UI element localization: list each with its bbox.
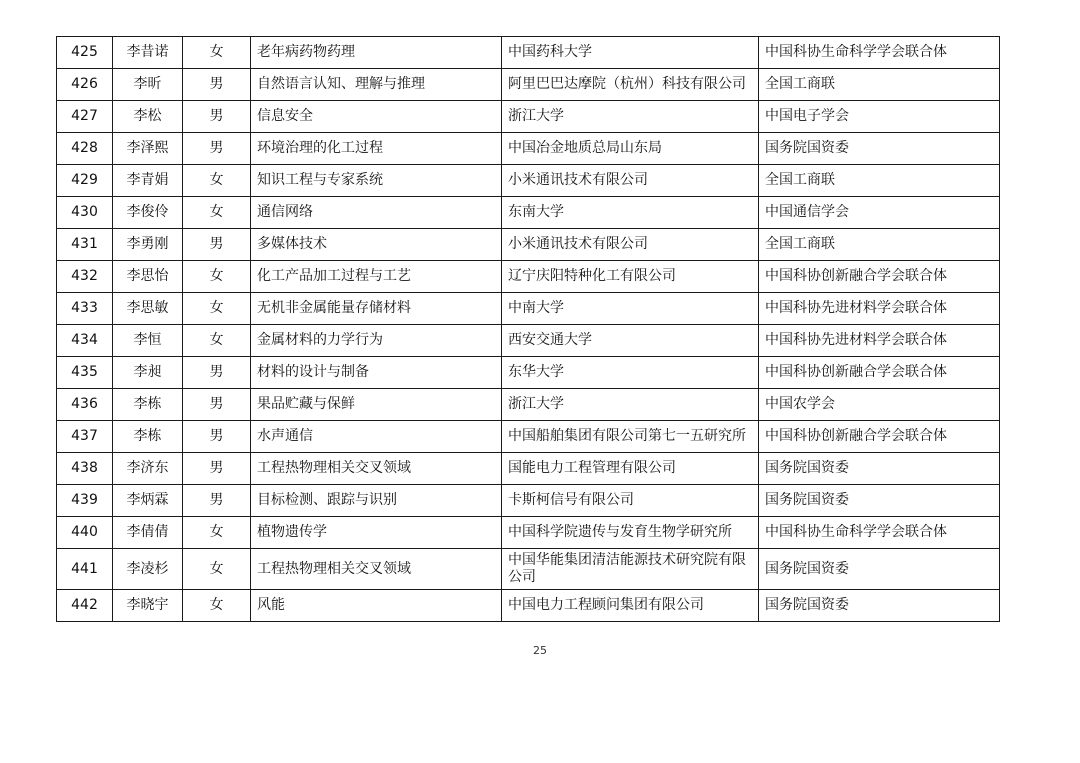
recommending-society-cell: 国务院国资委 (759, 453, 1000, 485)
gender-cell: 女 (183, 293, 251, 325)
organization-cell: 小米通讯技术有限公司 (502, 165, 759, 197)
name-cell: 李昕 (113, 69, 183, 101)
recommending-society-cell: 国务院国资委 (759, 485, 1000, 517)
recommending-society-cell: 全国工商联 (759, 229, 1000, 261)
row-number-cell: 427 (57, 101, 113, 133)
table-row (57, 165, 1000, 197)
gender-cell: 女 (183, 197, 251, 229)
name-cell: 李勇刚 (113, 229, 183, 261)
table-row (57, 485, 1000, 517)
recommending-society-cell: 国务院国资委 (759, 590, 1000, 622)
organization-cell: 东华大学 (502, 357, 759, 389)
research-field-cell: 风能 (251, 590, 502, 622)
table-row (57, 261, 1000, 293)
recommending-society-cell: 国务院国资委 (759, 133, 1000, 165)
name-cell: 李倩倩 (113, 517, 183, 549)
row-number-cell: 433 (57, 293, 113, 325)
gender-cell: 男 (183, 357, 251, 389)
name-cell: 李恒 (113, 325, 183, 357)
research-field-cell: 老年病药物药理 (251, 37, 502, 69)
name-cell: 李昶 (113, 357, 183, 389)
recommending-society-cell: 中国通信学会 (759, 197, 1000, 229)
name-cell: 李俊伶 (113, 197, 183, 229)
table-row (57, 325, 1000, 357)
research-field-cell: 金属材料的力学行为 (251, 325, 502, 357)
row-number-cell: 432 (57, 261, 113, 293)
gender-cell: 男 (183, 101, 251, 133)
gender-cell: 女 (183, 37, 251, 69)
recommending-society-cell: 全国工商联 (759, 69, 1000, 101)
recommending-society-cell: 中国科协创新融合学会联合体 (759, 357, 1000, 389)
table-row (57, 229, 1000, 261)
name-cell: 李青娟 (113, 165, 183, 197)
organization-cell: 中南大学 (502, 293, 759, 325)
row-number-cell: 426 (57, 69, 113, 101)
table-row (57, 101, 1000, 133)
row-number-cell: 436 (57, 389, 113, 421)
row-number-cell: 428 (57, 133, 113, 165)
organization-cell: 浙江大学 (502, 101, 759, 133)
organization-cell: 中国科学院遗传与发育生物学研究所 (502, 517, 759, 549)
name-cell: 李济东 (113, 453, 183, 485)
row-number-cell: 431 (57, 229, 113, 261)
table-row (57, 389, 1000, 421)
recommending-society-cell: 中国农学会 (759, 389, 1000, 421)
organization-cell: 国能电力工程管理有限公司 (502, 453, 759, 485)
recommending-society-cell: 中国科协生命科学学会联合体 (759, 37, 1000, 69)
research-field-cell: 知识工程与专家系统 (251, 165, 502, 197)
row-number-cell: 438 (57, 453, 113, 485)
row-number-cell: 435 (57, 357, 113, 389)
gender-cell: 女 (183, 165, 251, 197)
table-row (57, 37, 1000, 69)
table-row (57, 453, 1000, 485)
row-number-cell: 430 (57, 197, 113, 229)
name-cell: 李泽熙 (113, 133, 183, 165)
organization-cell: 阿里巴巴达摩院（杭州）科技有限公司 (502, 69, 759, 101)
research-field-cell: 化工产品加工过程与工艺 (251, 261, 502, 293)
name-cell: 李凌杉 (113, 549, 183, 590)
gender-cell: 男 (183, 389, 251, 421)
row-number-cell: 441 (57, 549, 113, 590)
row-number-cell: 442 (57, 590, 113, 622)
row-number-cell: 440 (57, 517, 113, 549)
recommending-society-cell: 中国科协创新融合学会联合体 (759, 421, 1000, 453)
gender-cell: 女 (183, 549, 251, 590)
name-cell: 李思怡 (113, 261, 183, 293)
gender-cell: 男 (183, 421, 251, 453)
name-cell: 李松 (113, 101, 183, 133)
gender-cell: 男 (183, 133, 251, 165)
table-row (57, 549, 1000, 590)
gender-cell: 女 (183, 590, 251, 622)
recommending-society-cell: 中国电子学会 (759, 101, 1000, 133)
name-cell: 李昔诺 (113, 37, 183, 69)
gender-cell: 女 (183, 261, 251, 293)
table-row (57, 357, 1000, 389)
row-number-cell: 425 (57, 37, 113, 69)
gender-cell: 女 (183, 325, 251, 357)
page-number: 25 (533, 644, 547, 657)
recommending-society-cell: 中国科协先进材料学会联合体 (759, 293, 1000, 325)
recommending-society-cell: 中国科协生命科学学会联合体 (759, 517, 1000, 549)
row-number-cell: 434 (57, 325, 113, 357)
organization-cell: 中国华能集团清洁能源技术研究院有限公司 (502, 549, 759, 590)
research-field-cell: 材料的设计与制备 (251, 357, 502, 389)
recommending-society-cell: 国务院国资委 (759, 549, 1000, 590)
gender-cell: 男 (183, 229, 251, 261)
research-field-cell: 多媒体技术 (251, 229, 502, 261)
gender-cell: 男 (183, 485, 251, 517)
research-field-cell: 工程热物理相关交叉领域 (251, 549, 502, 590)
organization-cell: 辽宁庆阳特种化工有限公司 (502, 261, 759, 293)
name-cell: 李晓宇 (113, 590, 183, 622)
table-row (57, 69, 1000, 101)
gender-cell: 男 (183, 69, 251, 101)
name-cell: 李栋 (113, 389, 183, 421)
table-row (57, 590, 1000, 622)
organization-cell: 小米通讯技术有限公司 (502, 229, 759, 261)
organization-cell: 东南大学 (502, 197, 759, 229)
organization-cell: 浙江大学 (502, 389, 759, 421)
research-field-cell: 信息安全 (251, 101, 502, 133)
recommending-society-cell: 中国科协创新融合学会联合体 (759, 261, 1000, 293)
row-number-cell: 429 (57, 165, 113, 197)
name-cell: 李思敏 (113, 293, 183, 325)
table-row (57, 293, 1000, 325)
research-field-cell: 果品贮藏与保鲜 (251, 389, 502, 421)
row-number-cell: 437 (57, 421, 113, 453)
research-field-cell: 无机非金属能量存储材料 (251, 293, 502, 325)
table-row (57, 421, 1000, 453)
research-field-cell: 自然语言认知、理解与推理 (251, 69, 502, 101)
organization-cell: 西安交通大学 (502, 325, 759, 357)
organization-cell: 中国冶金地质总局山东局 (502, 133, 759, 165)
recommending-society-cell: 中国科协先进材料学会联合体 (759, 325, 1000, 357)
research-field-cell: 环境治理的化工过程 (251, 133, 502, 165)
research-field-cell: 目标检测、跟踪与识别 (251, 485, 502, 517)
name-cell: 李栋 (113, 421, 183, 453)
gender-cell: 男 (183, 453, 251, 485)
research-field-cell: 水声通信 (251, 421, 502, 453)
table-row (57, 133, 1000, 165)
research-field-cell: 植物遗传学 (251, 517, 502, 549)
roster-table-body (57, 37, 1000, 622)
research-field-cell: 工程热物理相关交叉领域 (251, 453, 502, 485)
research-field-cell: 通信网络 (251, 197, 502, 229)
recommending-society-cell: 全国工商联 (759, 165, 1000, 197)
gender-cell: 女 (183, 517, 251, 549)
organization-cell: 中国船舶集团有限公司第七一五研究所 (502, 421, 759, 453)
row-number-cell: 439 (57, 485, 113, 517)
organization-cell: 卡斯柯信号有限公司 (502, 485, 759, 517)
table-row (57, 197, 1000, 229)
table-row (57, 517, 1000, 549)
organization-cell: 中国电力工程顾问集团有限公司 (502, 590, 759, 622)
roster-table (56, 36, 1000, 622)
name-cell: 李炳霖 (113, 485, 183, 517)
organization-cell: 中国药科大学 (502, 37, 759, 69)
